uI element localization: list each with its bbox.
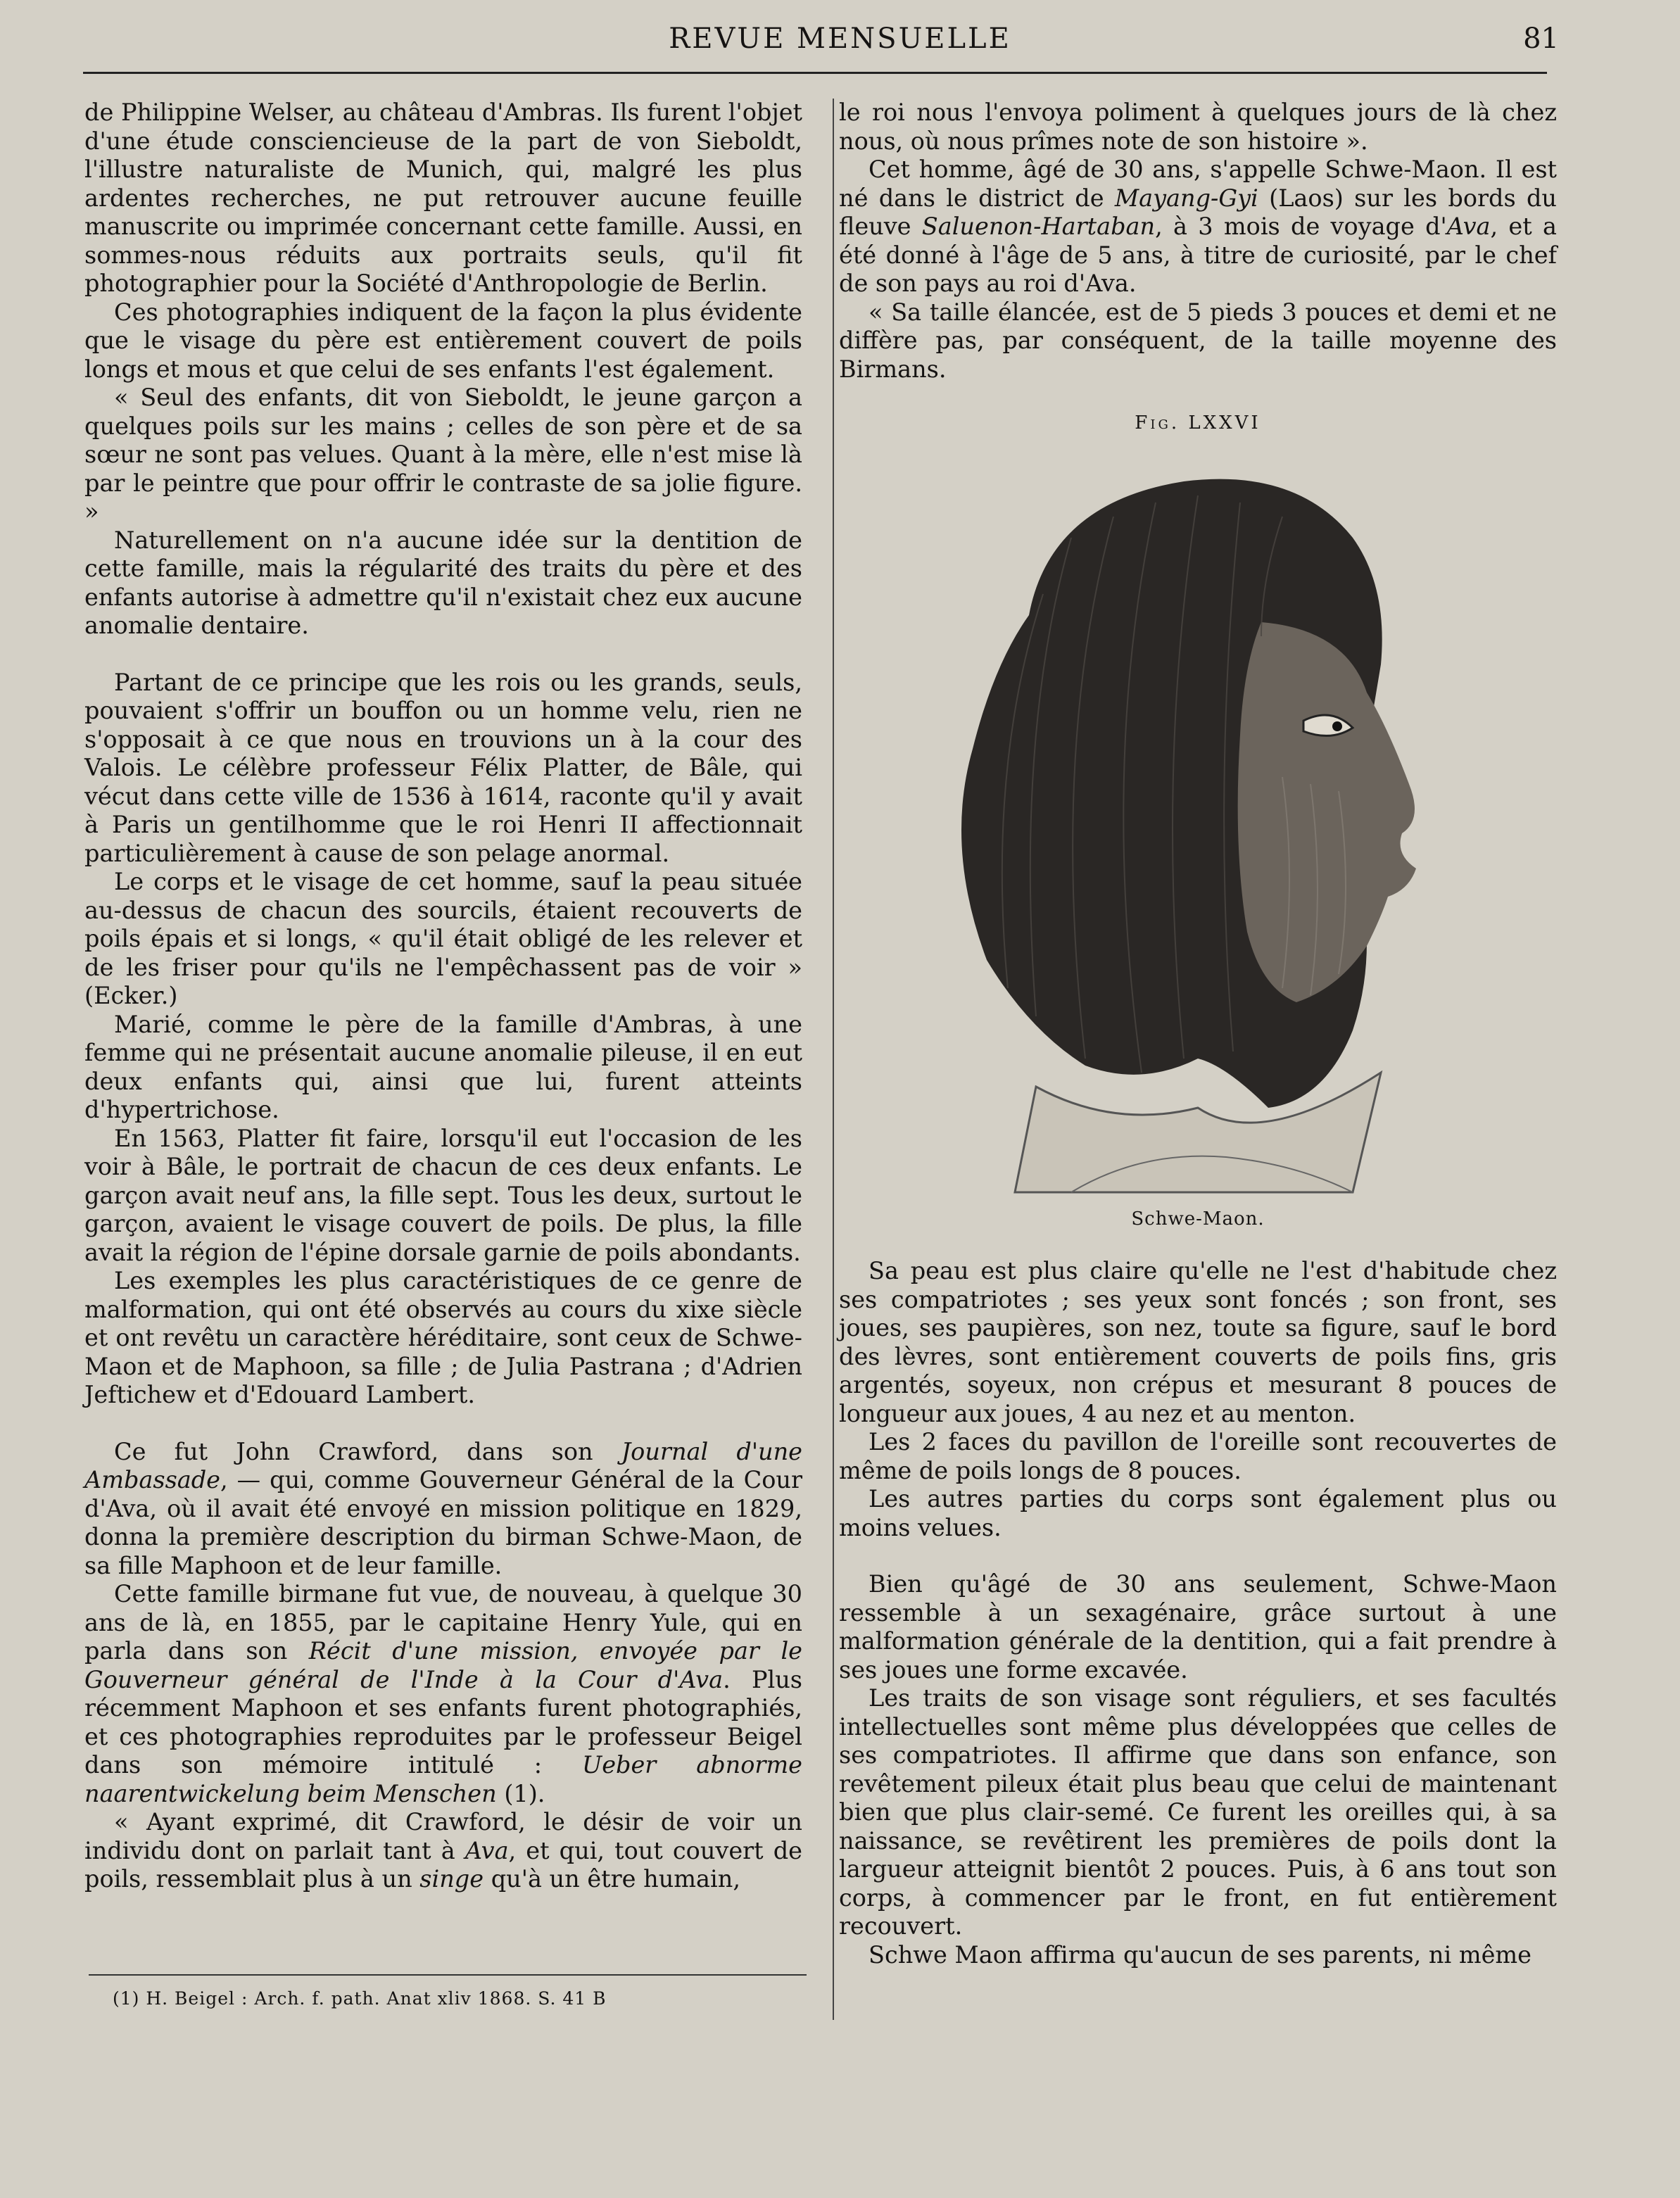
paragraph: Marié, comme le père de la famille d'Ambras, à une femme qui ne présentait aucune anomalie pileuse, il en eut deux enfants qui, ainsi que lui, furent atteints d'hypertrichose. <box>84 1010 802 1123</box>
book-title: Ueber abnorme naarentwickelung beim Menschen <box>84 1751 802 1807</box>
portrait-illustration <box>930 453 1465 1199</box>
book-title: Récit d'une mission, envoyée par le Gouverneur général de l'Inde à la Cour d'Ava <box>84 1637 803 1693</box>
paragraph: Les autres parties du corps sont également plus ou moins velues. <box>839 1485 1557 1541</box>
book-title: Journal d'une Ambassade <box>84 1437 802 1493</box>
paragraph: Cette famille birmane fut vue, de nouveau, à quelque 30 ans de là, en 1855, par le capitaine Henry Yule, qui en parla dans son Récit d'une mission, envoyée par le Gouverneur général de l'Inde à la Cour d'Ava. Plus récemment Maphoon et ses enfants furent photographiés, et ces photographies reproduites par le professeur Beigel dans son mémoire intitulé : Ueber abnorme naarentwickelung beim Menschen (1). <box>84 1580 803 1807</box>
paragraph: Ces photographies indiquent de la façon la plus évidente que le visage du père est entièrement couvert de poils longs et mous et que celui de ses enfants l'est également. <box>84 298 802 383</box>
paragraph: Sa peau est plus claire qu'elle ne l'est d'habitude chez ses compatriotes ; ses yeux sont foncés ; son front, ses joues, ses paupières, son nez, toute sa figure, sauf le bord des lèvres, sont entièrement couverts de poils fins, gris argentés, soyeux, non crépus et mesurant 8 pouces de longueur aux joues, 4 au nez et au menton. <box>839 1257 1557 1427</box>
paragraph: Le corps et le visage de cet homme, sauf la peau située au-dessus de chacun des sourcils, étaient recouverts de poils épais et si longs, « qu'il était obligé de les relever et de les friser pour qu'ils ne l'empêchassent pas de voir » (Ecker.) <box>84 868 802 1009</box>
paragraph: « Ayant exprimé, dit Crawford, le désir de voir un individu dont on parlait tant à Ava, et qui, tout couvert de poils, ressemblait plus à un singe qu'à un être humain, <box>84 1808 803 1893</box>
paragraph: Bien qu'âgé de 30 ans seulement, Schwe-Maon ressemble à un sexagénaire, grâce surtout à une malformation générale de la dentition, qui a fait prendre à ses joues une forme excavée. <box>839 1570 1557 1684</box>
page-number: 81 <box>1523 23 1559 55</box>
figure-caption: Schwe-Maon. <box>1131 1208 1265 1230</box>
paragraph: Les traits de son visage sont réguliers, et ses facultés intellectuelles sont même plus développées que celles de ses compatriotes. Il affirme que dans son enfance, son revêtement pileux était plus beau que celui de maintenant bien que plus clair-semé. Ce furent les oreilles qui, à sa naissance, se revêtirent les premières de poils dont la largueur atteignit bientôt 2 pouces. Puis, à 6 ans tout son corps, à commencer par le front, en fut entièrement recouvert. <box>839 1684 1557 1940</box>
paragraph: Naturellement on n'a aucune idée sur la dentition de cette famille, mais la régularité des traits du père et des enfants autorise à admettre qu'il n'existait chez eux aucune anomalie dentaire. <box>84 526 802 639</box>
paragraph: Les 2 faces du pavillon de l'oreille sont recouvertes de même de poils longs de 8 pouces. <box>839 1428 1557 1484</box>
left-column <box>84 99 802 1894</box>
figure-label: Fig. LXXVI <box>1135 412 1261 434</box>
paragraph: « Sa taille élancée, est de 5 pieds 3 pouces et demi et ne diffère pas, par conséquent, de la taille moyenne des Birmans. <box>839 298 1557 383</box>
paragraph: de Philippine Welser, au château d'Ambras. Ils furent l'objet d'une étude consciencieuse de la part de von Sieboldt, l'illustre naturaliste de Munich, qui, malgré les plus ardentes recherches, ne put retrouver aucune feuille manuscrite ou imprimée concernant cette famille. Aussi, en sommes-nous réduits aux portraits seuls, qu'il fit photographier pour la Société d'Anthropologie de Berlin. <box>84 99 802 297</box>
paragraph: Cet homme, âgé de 30 ans, s'appelle Schwe-Maon. Il est né dans le district de Mayang-Gyi (Laos) sur les bords du fleuve Saluenon-Hartaban, à 3 mois de voyage d'Ava, et a été donné à l'âge de 5 ans, à titre de curiosité, par le chef de son pays au roi d'Ava. <box>839 156 1557 297</box>
paragraph: Schwe Maon affirma qu'aucun de ses parents, ni même <box>869 1940 1532 1969</box>
paragraph: En 1563, Platter fit faire, lorsqu'il eut l'occasion de les voir à Bâle, le portrait de chacun de ces deux enfants. Le garçon avait neuf ans, la fille sept. Tous les deux, surtout le garçon, avaient le visage couvert de poils. De plus, la fille avait la région de l'épine dorsale garnie de poils abondants. <box>84 1124 802 1266</box>
footnote-rule <box>89 1974 807 1976</box>
paragraph: Les exemples les plus caractéristiques de ce genre de malformation, qui ont été observés au cours du xixe siècle et ont revêtu un caractère héréditaire, sont ceux de Schwe-Maon et de Maphoon, sa fille ; de Julia Pastrana ; d'Adrien Jeftichew et d'Edouard Lambert. <box>84 1267 802 1408</box>
column-divider <box>833 99 834 2020</box>
paragraph: Ce fut John Crawford, dans son Journal d'une Ambassade, — qui, comme Gouverneur Général de la Cour d'Ava, où il avait été envoyé en mission politique en 1829, donna la première description du birman Schwe-Maon, de sa fille Maphoon et de leur famille. <box>84 1437 802 1579</box>
paragraph: « Seul des enfants, dit von Sieboldt, le jeune garçon a quelques poils sur les mains ; celles de son père et de sa sœur ne sont pas velues. Quant à la mère, elle n'est mise là par le peintre que pour offrir le contraste de sa jolie figure. » <box>84 384 802 525</box>
running-header: REVUE MENSUELLE <box>669 23 1011 55</box>
right-column <box>839 99 1557 1969</box>
paragraph: le roi nous l'envoya poliment à quelques jours de là chez nous, où nous prîmes note de son histoire ». <box>839 99 1557 155</box>
paragraph: Partant de ce principe que les rois ou les grands, seuls, pouvaient s'offrir un bouffon ou un homme velu, rien ne s'opposait à ce que nous en trouvions un à la cour des Valois. Le célèbre professeur Félix Platter, de Bâle, qui vécut dans cette ville de 1536 à 1614, raconte qu'il y avait à Paris un gentilhomme que le roi Henri II affectionnait particulièrement à cause de son pelage anormal. <box>84 668 802 867</box>
header-rule <box>83 72 1547 74</box>
footnote: (1) H. Beigel : Arch. f. path. Anat xliv 1868. S. 41 B <box>113 1988 607 2009</box>
